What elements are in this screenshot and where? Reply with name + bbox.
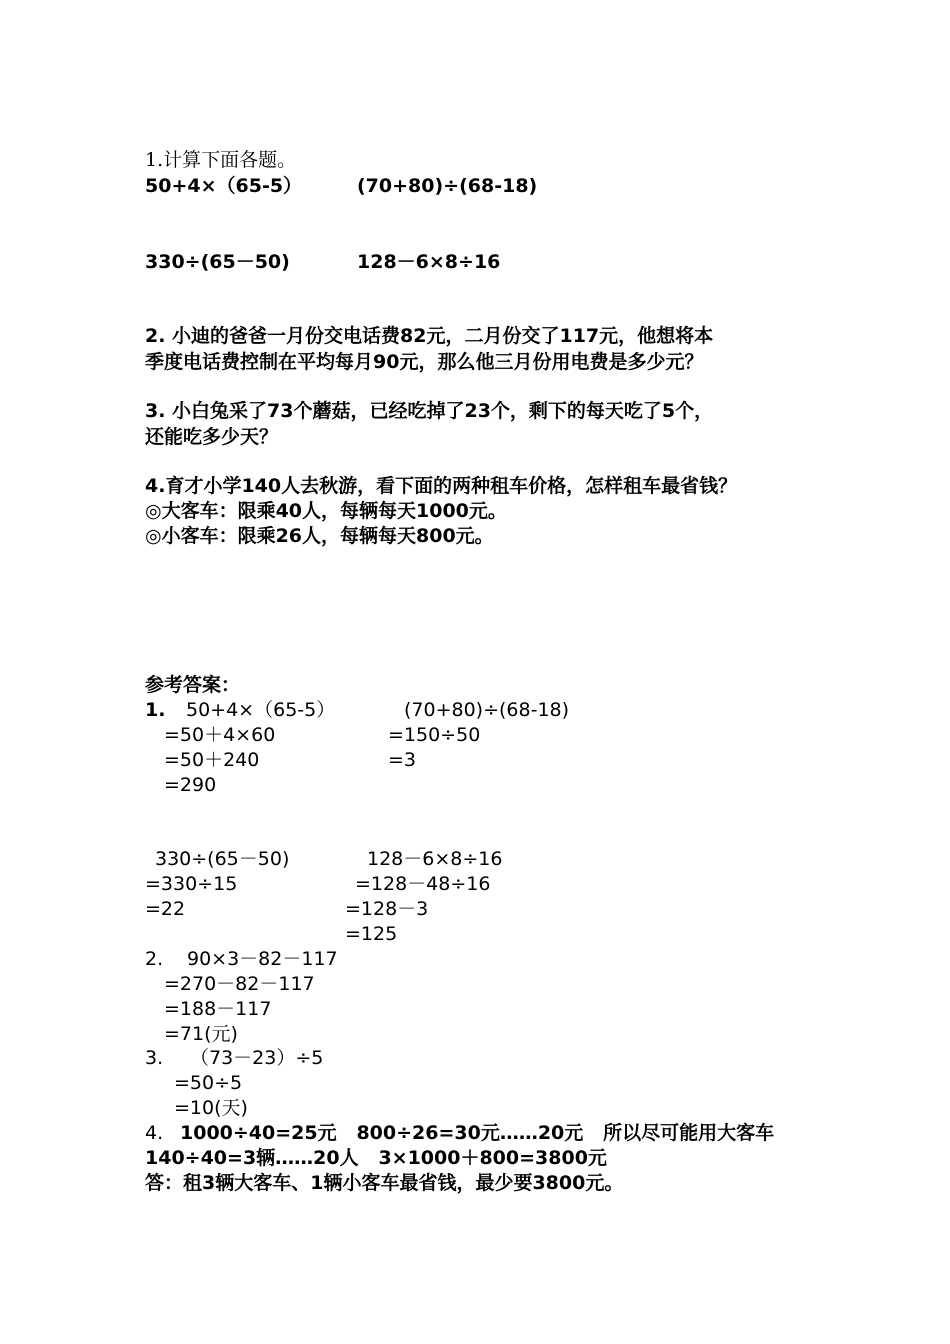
problem-1c: 330÷(65－50) xyxy=(145,251,290,273)
problem-2-line1: 2. 小迪的爸爸一月份交电话费82元，二月份交了117元，他想将本 xyxy=(145,325,714,347)
problem-2-line2: 季度电话费控制在平均每月90元，那么他三月份用电费是多少元？ xyxy=(145,351,704,373)
problem-3-line1: 3. 小白兔采了73个蘑菇，已经吃掉了23个，剩下的每天吃了5个， xyxy=(145,400,714,422)
answer-2-line: =188－117 xyxy=(164,998,272,1020)
answer-1b-line: =3 xyxy=(388,749,417,771)
answer-1d-line: =128－48÷16 xyxy=(355,873,491,895)
answer-4-number: 4. xyxy=(145,1122,164,1144)
problem-4-line2: ◎大客车：限乘40人，每辆每天1000元。 xyxy=(145,500,507,522)
answer-3-line: =10(天) xyxy=(174,1097,248,1119)
answer-4-conclusion: 答：租3辆大客车、1辆小客车最省钱，最少要3800元。 xyxy=(145,1172,624,1194)
answer-4-line1: 1000÷40=25元 800÷26=30元……20元 所以尽可能用大客车 xyxy=(180,1122,775,1144)
answer-1c-line: =22 xyxy=(145,898,186,920)
answer-3-number: 3. xyxy=(145,1047,164,1069)
answer-1c-line: 330÷(65－50) xyxy=(155,848,290,870)
answer-3-line: =50÷5 xyxy=(174,1072,243,1094)
answer-1d-line: =128－3 xyxy=(345,898,429,920)
answers-heading: 参考答案： xyxy=(145,674,241,696)
problem-4-line3: ◎小客车：限乘26人，每辆每天800元。 xyxy=(145,525,494,547)
answer-2-line: =270－82－117 xyxy=(164,973,315,995)
answer-3-line: （73－23）÷5 xyxy=(190,1047,324,1069)
problem-3-line2: 还能吃多少天？ xyxy=(145,426,279,448)
answer-1d-line: =125 xyxy=(345,923,398,945)
answer-1a-line: =290 xyxy=(164,774,217,796)
answer-1c-line: =330÷15 xyxy=(145,873,238,895)
answer-1b-line: =150÷50 xyxy=(388,724,481,746)
answer-1-number: 1. xyxy=(145,699,166,721)
problem-4-line1: 4.育才小学140人去秋游，看下面的两种租车价格，怎样租车最省钱？ xyxy=(145,475,738,497)
section1-title: 1.计算下面各题。 xyxy=(145,149,297,171)
answer-2-line: =71(元) xyxy=(164,1023,238,1045)
answer-4-line2: 140÷40=3辆……20人 3×1000＋800=3800元 xyxy=(145,1147,607,1169)
problem-1a: 50+4×（65-5） xyxy=(145,175,303,197)
problem-1d: 128－6×8÷16 xyxy=(357,251,501,273)
answer-1a-line: =50＋4×60 xyxy=(164,724,276,746)
answer-1a-line: 50+4×（65-5） xyxy=(186,699,336,721)
answer-2-line: 90×3－82－117 xyxy=(187,948,338,970)
problem-1b: (70+80)÷(68-18) xyxy=(357,175,538,197)
answer-1b-line: (70+80)÷(68-18) xyxy=(404,699,570,721)
answer-1a-line: =50＋240 xyxy=(164,749,260,771)
answer-1d-line: 128－6×8÷16 xyxy=(367,848,503,870)
answer-2-number: 2. xyxy=(145,948,164,970)
